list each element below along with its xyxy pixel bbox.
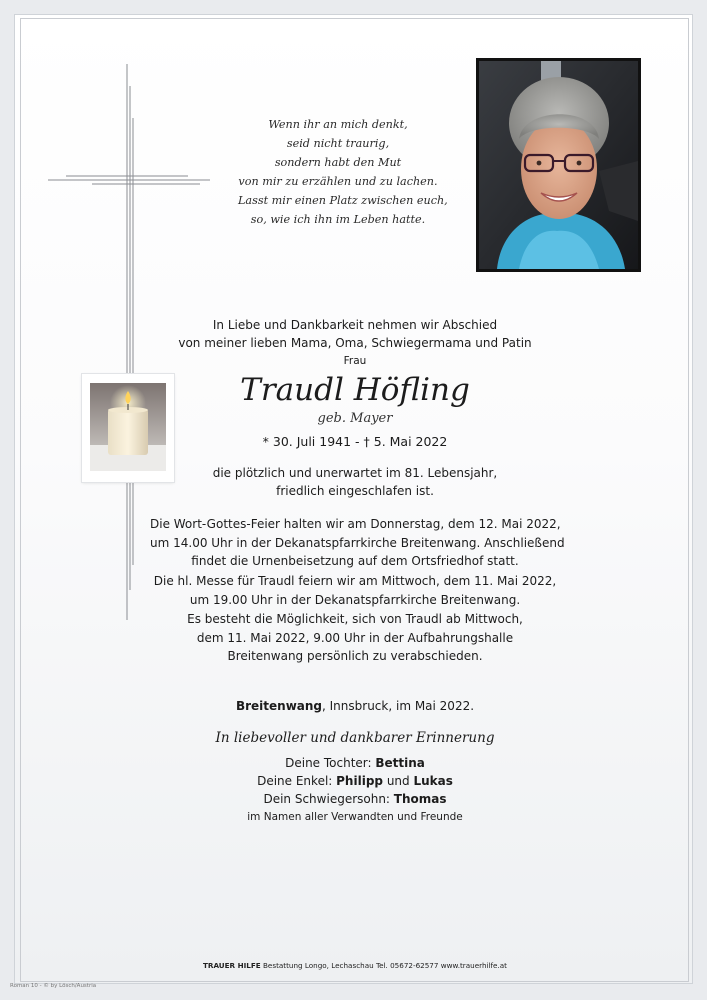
farewell-line: Es besteht die Möglichkeit, sich von Traudl ab Mittwoch, [187,612,523,626]
maiden-name: geb. Mayer [317,411,393,426]
intro-line: In Liebe und Dankbarkeit nehmen wir Abschied [212,318,498,332]
poem-line: Lasst mir einen Platz zwischen euch, [238,194,448,207]
ceremony-line: Die Wort-Gottes-Feier halten wir am Donnerstag, dem 12. Mai 2022, [150,517,561,531]
footer-brand: TRAUER HILFE [203,961,261,970]
deceased-name: Traudl Höfling [240,372,470,408]
intro-line: Frau [343,355,367,367]
intro-line: von meiner lieben Mama, Oma, Schwiegermama und Patin [178,336,532,350]
memory-line: In liebevoller und dankbarer Erinnerung [215,730,495,746]
place-town: Breitenwang [235,699,323,713]
poem-line: Wenn ihr an mich denkt, [268,118,408,131]
soninlaw-name: Thomas [393,792,447,806]
portrait-image [479,61,638,269]
corner-note: Roman 10 - © by Lösch/Austria [10,983,97,989]
poem-line: sondern habt den Mut [274,156,402,169]
death-note [150,464,560,500]
soninlaw-line [150,790,560,808]
farewell-line: Breitenwang persönlich zu verabschieden. [227,649,483,663]
daughter-line [150,754,560,772]
ceremony-paragraph [150,515,565,571]
place-date [150,697,560,715]
daughter-label: Deine Tochter: [285,756,376,770]
grandchildren-label: Deine Enkel: [257,774,337,788]
mass-line: Die hl. Messe für Traudl feiern wir am Mittwoch, dem 11. Mai 2022, [153,574,557,588]
portrait-photo [476,58,641,272]
life-dates: * 30. Juli 1941 - † 5. Mai 2022 [262,434,448,449]
grandchildren-line [150,772,560,790]
daughter-name: Bettina [375,756,425,770]
grandchild-name: Philipp [336,774,383,788]
farewell-line: dem 11. Mai 2022, 9.00 Uhr in der Aufbahrungshalle [196,630,514,645]
death-line: friedlich eingeschlafen ist. [276,484,434,498]
mass-line: um 19.00 Uhr in der Dekanatspfarrkirche Breitenwang. [189,592,521,607]
poem [238,115,448,229]
footer-text: Bestattung Longo, Lechaschau Tel. 05672-62577 www.trauerhilfe.at [260,961,507,970]
grandchild-name: Lukas [413,774,453,788]
ceremony-line: um 14.00 Uhr in der Dekanatspfarrkirche Breitenwang. Anschließend [150,535,565,550]
family-list [150,754,560,826]
funeral-home-footer [150,961,560,970]
death-line: die plötzlich und unerwartet im 81. Lebensjahr, [212,466,498,480]
intro-text [150,316,560,370]
farewell-paragraph [150,610,560,666]
poem-line: von mir zu erzählen und zu lachen. [238,175,438,188]
relatives-line: im Namen aller Verwandten und Freunde [247,811,463,823]
mass-paragraph [150,572,560,609]
soninlaw-label: Dein Schwiegersohn: [263,792,394,806]
poem-line: seid nicht traurig, [286,137,390,150]
and-text: und [383,774,414,788]
place-rest: , Innsbruck, im Mai 2022. [322,699,475,713]
ceremony-line: findet die Urnenbeisetzung auf dem Ortsfriedhof statt. [191,554,519,568]
poem-line: so, wie ich ihn im Leben hatte. [250,213,426,226]
